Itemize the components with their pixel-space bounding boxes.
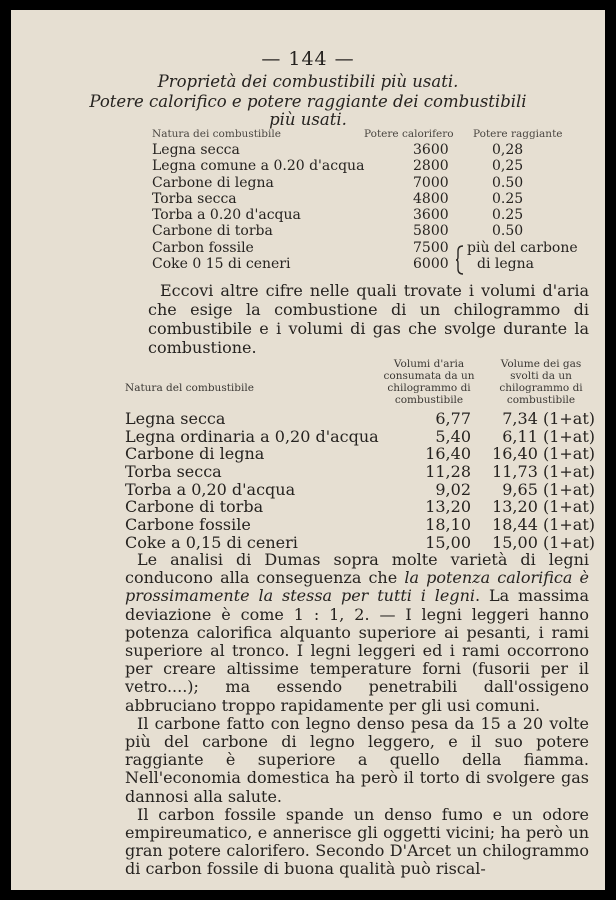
paragraph-text: . La massima deviazione è come 1 : 1, 2. — I legni leggeri hanno potenza calorifica alquanto superiore ai pesanti, i rami superiore al tronco. I legni leggeri ed i rami occorrono per creare altissime temperature forni (fusorii per il vetro....); ma essendo penetrabili dall'ossigeno abbruciano troppo rapidamente per gli usi comuni. bbox=[125, 586, 589, 715]
air-volume: 15,00 bbox=[425, 532, 471, 552]
emphasis-text: la potenza calorifica è prossimamente la stessa per tutti i legni bbox=[125, 568, 590, 606]
table-row bbox=[125, 498, 595, 516]
calorific-value: 6000 bbox=[413, 256, 449, 273]
air-volume: 11,28 bbox=[425, 462, 471, 482]
table-row bbox=[152, 158, 582, 174]
table1-header bbox=[152, 126, 582, 142]
paragraph-text: Eccovi altre cifre nelle quali trovate i volumi d'aria che esige la combustione di un chilogrammo di combustibile e i volumi di gas che svolge durante la combustione. bbox=[148, 281, 589, 357]
radiant-value: di legna bbox=[477, 256, 534, 273]
table1-title: Potere calorifico e potere raggiante dei combustibili bbox=[89, 92, 527, 111]
calorific-value: 4800 bbox=[413, 190, 449, 207]
radiant-value: 0.25 bbox=[492, 207, 524, 224]
header-fuel: Natura dei combustibile bbox=[152, 128, 281, 140]
fuel-name: Legna comune a 0.20 d'acqua bbox=[152, 158, 365, 175]
paragraph-text: Le analisi di Dumas sopra molte varietà di legni conducono alla conseguenza che bbox=[125, 550, 589, 588]
book-page bbox=[11, 10, 605, 890]
radiant-value: 0.25 bbox=[492, 190, 524, 207]
page-number: — 144 — bbox=[261, 48, 355, 70]
radiant-value: 0,28 bbox=[492, 142, 524, 158]
gas-volume: 13,20 (1+at) bbox=[492, 497, 595, 517]
table-row bbox=[152, 240, 582, 256]
table1-title-cont: più usati. bbox=[269, 110, 347, 129]
table-row bbox=[152, 256, 582, 272]
radiant-value: più del carbone bbox=[467, 239, 578, 256]
table-row bbox=[125, 428, 595, 446]
calorific-value: 7000 bbox=[413, 174, 449, 191]
paragraph-dumas bbox=[125, 551, 589, 715]
fuel-name: Carbone di torba bbox=[125, 497, 264, 517]
table-calorific-power bbox=[152, 126, 582, 272]
table-row bbox=[152, 142, 582, 158]
fuel-name: Torba secca bbox=[152, 190, 237, 207]
table-row bbox=[125, 534, 595, 552]
air-volume: 9,02 bbox=[435, 479, 471, 499]
header-calorific: Potere calorifero bbox=[364, 128, 454, 140]
table-row bbox=[152, 191, 582, 207]
air-volume: 16,40 bbox=[425, 444, 471, 464]
header-air: Volumi d'aria consumata da un chilogrammo di combustibile bbox=[383, 358, 475, 406]
header-gas: Volume dei gas svolti da un chilogrammo di combustibile bbox=[499, 358, 583, 406]
fuel-name: Legna secca bbox=[125, 409, 226, 428]
fuel-name: Carbone di legna bbox=[152, 174, 274, 191]
gas-volume: 6,11 (1+at) bbox=[502, 426, 595, 446]
table-row bbox=[125, 410, 595, 428]
calorific-value: 3600 bbox=[413, 207, 449, 224]
table-row bbox=[125, 481, 595, 499]
table-row bbox=[152, 223, 582, 239]
paragraph-intro bbox=[148, 281, 589, 357]
air-volume: 6,77 bbox=[435, 409, 471, 428]
table-row bbox=[125, 516, 595, 534]
calorific-value: 5800 bbox=[413, 223, 449, 240]
header-fuel: Natura del combustibile bbox=[125, 382, 254, 394]
air-volume: 18,10 bbox=[425, 515, 471, 535]
gas-volume: 18,44 (1+at) bbox=[492, 515, 595, 535]
fuel-name: Carbone fossile bbox=[125, 515, 251, 535]
radiant-value: 0.50 bbox=[492, 174, 524, 191]
fuel-name: Legna secca bbox=[152, 142, 240, 158]
table2-header bbox=[125, 358, 595, 410]
fuel-name: Coke a 0,15 di ceneri bbox=[125, 532, 298, 552]
fuel-name: Carbone di torba bbox=[152, 223, 273, 240]
radiant-value: 0,25 bbox=[492, 158, 524, 175]
table-row bbox=[152, 175, 582, 191]
calorific-value: 3600 bbox=[413, 142, 449, 158]
header-radiant: Potere raggiante bbox=[473, 128, 563, 140]
calorific-value: 7500 bbox=[413, 239, 449, 256]
gas-volume: 15,00 (1+at) bbox=[492, 532, 595, 552]
fuel-name: Carbon fossile bbox=[152, 239, 254, 256]
fuel-name: Torba a 0.20 d'acqua bbox=[152, 207, 301, 224]
body-text bbox=[125, 551, 589, 879]
gas-volume: 9,65 (1+at) bbox=[502, 479, 595, 499]
gas-volume: 16,40 (1+at) bbox=[492, 444, 595, 464]
fuel-name: Coke 0 15 di ceneri bbox=[152, 256, 291, 273]
gas-volume: 11,73 (1+at) bbox=[492, 462, 595, 482]
fuel-name: Legna ordinaria a 0,20 d'acqua bbox=[125, 426, 379, 446]
curly-brace-icon bbox=[455, 245, 465, 275]
table-row bbox=[125, 445, 595, 463]
paragraph-carbon-fossile: Il carbon fossile spande un denso fumo e un odore empireumatico, e annerisce gli oggetti vicini; ha però un gran potere calorifero. Secondo D'Arcet un chilogrammo di carbon fossile di buona qualità può riscal- bbox=[125, 804, 589, 879]
radiant-value: 0.50 bbox=[492, 223, 524, 240]
fuel-name: Torba a 0,20 d'acqua bbox=[125, 479, 296, 499]
calorific-value: 2800 bbox=[413, 158, 449, 175]
section-title: Proprietà dei combustibili più usati. bbox=[157, 72, 459, 91]
table-air-gas-volumes bbox=[125, 358, 595, 552]
table-row bbox=[152, 207, 582, 223]
air-volume: 5,40 bbox=[435, 426, 471, 446]
air-volume: 13,20 bbox=[425, 497, 471, 517]
table-row bbox=[125, 463, 595, 481]
gas-volume: 7,34 (1+at) bbox=[502, 409, 595, 428]
paragraph-carbone: Il carbone fatto con legno denso pesa da 15 a 20 volte più del carbone di legno leggero, e il suo potere raggiante è superiore a quello della fiamma. Nell'economia domestica ha però il torto di svolgere gas dannosi alla salute. bbox=[125, 713, 589, 806]
fuel-name: Torba secca bbox=[125, 462, 222, 482]
fuel-name: Carbone di legna bbox=[125, 444, 265, 464]
